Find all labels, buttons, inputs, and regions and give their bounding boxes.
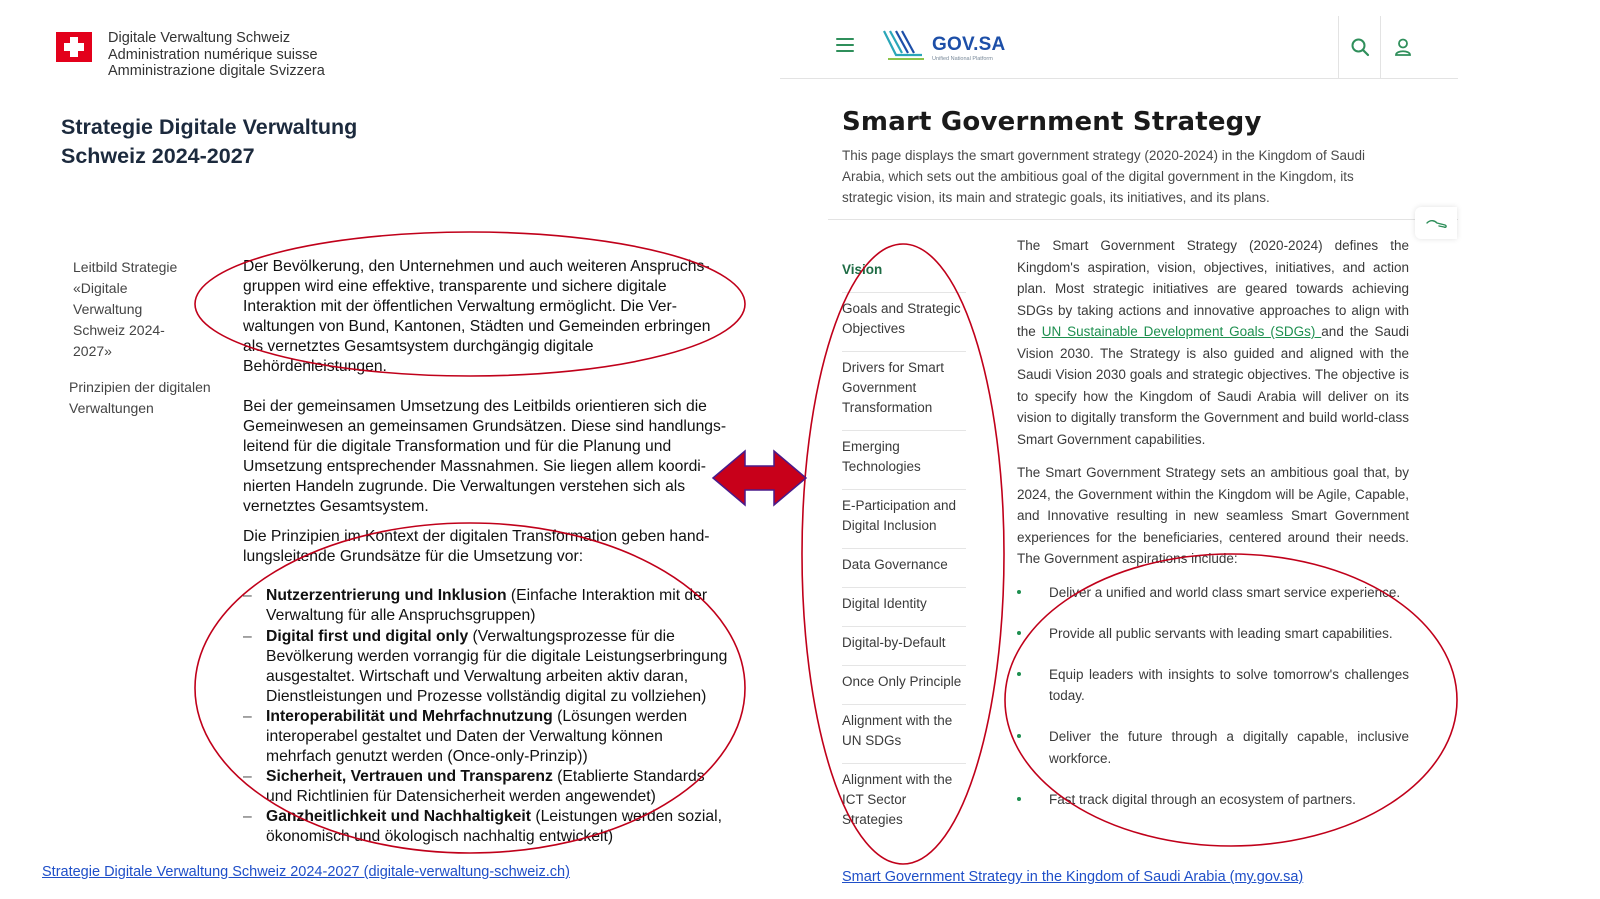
gov-sa-page-title: Smart Government Strategy [842,107,1262,137]
principle-title: Nutzerzentrierung und Inklusion [266,587,507,605]
bullet-dot [1017,672,1021,676]
nav-item-un-sdgs[interactable]: Alignment with the UN SDGs [842,705,966,764]
bullet-dot [1017,734,1021,738]
gov-sa-paragraph-strategy [1017,235,1409,450]
gov-sa-aspirations-list [1017,582,1409,811]
bullet-dot [1017,590,1021,594]
principle-title: Digital first und digital only [266,627,469,645]
dash-bullet: – [243,768,252,786]
bullet-dot [1017,631,1021,635]
gov-sa-lead-text: This page displays the smart government strategy (2020-2024) in the Kingdom of Saudi Arabia, which sets out the ambitious goal of the digital government in the Kingdom, its strategic vision, its main and strategic goals, its initiatives, and its plans. [842,148,1366,206]
principle-title: Sicherheit, Vertrauen und Transparenz [266,768,553,786]
aspiration-text: Deliver the future through a digitally capable, inclusive workforce. [1049,729,1409,766]
nav-item-drivers[interactable]: Drivers for Smart Government Transformation [842,352,966,431]
header-divider [1338,16,1339,78]
list-item [1017,582,1409,604]
swiss-paragraph-prinzipien-intro: Die Prinzipien im Kontext der digitalen Transformation geben hand-lungsleitende Grundsätze für die Umsetzung vor: [243,528,710,566]
saudi-source-link[interactable]: Smart Government Strategy in the Kingdom of Saudi Arabia (my.gov.sa) [842,869,1304,885]
list-item [243,767,728,807]
list-item [1017,789,1409,811]
swiss-source-link[interactable]: Strategie Digitale Verwaltung Schweiz 2024-2027 (digitale-verwaltung-schweiz.ch) [42,864,570,880]
swiss-paragraph-umsetzung: Bei der gemeinsamen Umsetzung des Leitbilds orientieren sich die Gemeinwesen an gemeinsamen Grundsätzen. Diese sind handlungs-leitend für die digitale Transformation und für die Planung und Umsetzung entsprechender Massnahmen. Sie liegen allem koordi-nierten Handeln zugrunde. Die Verwaltungen verstehen sich als vernetztes Gesamtsystem. [243,397,727,516]
swiss-paragraph-leitbild: Der Bevölkerung, den Unternehmen und auch weiteren Anspruchs-gruppen wird eine effektive, transparente und sichere digitale Interaktion mit der öffentlichen Verwaltung ermöglicht. Die Ver-waltungen von Bund, Kantonen, Städten und Gemeinden erbringen als vernetztes Gesamtsystem durchgängig digitale Behördenleistungen. [243,258,711,376]
gov-sa-body-text [1017,235,1409,830]
swiss-org-line-it: Amministrazione digitale Svizzera [108,63,325,79]
swiss-page-title [61,113,401,171]
aspiration-text: Equip leaders with insights to solve tomorrow's challenges today. [1049,666,1409,703]
gov-sa-logo-subtitle: Unified National Platform [932,56,993,62]
swipe-hand-icon [1415,207,1457,239]
aspiration-text: Deliver a unified and world class smart service experience. [1049,584,1401,600]
aspiration-text: Fast track digital through an ecosystem of partners. [1049,791,1356,807]
nav-item-digital-identity[interactable]: Digital Identity [842,588,966,627]
nav-item-vision[interactable]: Vision [842,254,966,293]
dash-bullet: – [243,587,252,605]
list-item [243,807,728,847]
swiss-body-text [243,257,728,848]
nav-item-data-governance[interactable]: Data Governance [842,549,966,588]
swiss-title-line-2: Schweiz 2024-2027 [61,144,255,168]
swiss-principles-list [243,586,728,847]
dash-bullet: – [243,707,252,725]
header-divider [1380,16,1381,78]
principle-title: Ganzheitlichkeit und Nachhaltigkeit [266,808,531,826]
paragraph-text: and the Saudi Vision 2030. The Strategy is also guided and aligned with the Saudi Vision 2030 goals and strategic objectives. The objective is to specify how the Kingdom of Saudi Arabia will deliver on its vision to digitally transform the Government and build world-class Smart Government capabilities. [1017,324,1409,447]
swiss-org-line-de: Digitale Verwaltung Schweiz [108,30,291,46]
gov-sa-paragraph-goal: The Smart Government Strategy sets an ambitious goal that, by 2024, the Government within the Kingdom will be Agile, Capable, and Innovative resulting in new seamless Smart Government experiences for the beneficiaries, centered around their needs. The Government aspirations include: [1017,465,1409,566]
principle-desc: (Leistungen werden sozial, ökonomisch und ökologisch nachhaltig entwickelt) [266,808,722,846]
swiss-title-line-1: Strategie Digitale Verwaltung [61,115,358,139]
un-sdgs-link[interactable]: UN Sustainable Development Goals (SDGs) [1041,324,1322,339]
nav-item-e-participation[interactable]: E-Participation and Digital Inclusion [842,490,966,549]
list-item [243,707,728,767]
nav-item-emerging-tech[interactable]: Emerging Technologies [842,431,966,490]
dash-bullet: – [243,808,252,826]
hamburger-menu-icon[interactable] [836,38,854,54]
principle-desc: (Etablierte Standards und Richtlinien für Datensicherheit werden angewendet) [266,768,705,806]
search-icon[interactable] [1350,37,1370,57]
principle-desc: (Lösungen werden interoperabel gestaltet und Daten der Verwaltung können mehrfach genutzt werden (Once-only-Prinzip)) [266,707,688,766]
nav-item-ict-strategies[interactable]: Alignment with the ICT Sector Strategies [842,772,953,827]
principle-desc: (Einfache Interaktion mit der Verwaltung für alle Anspruchsgruppen) [266,587,708,625]
aspiration-text: Provide all public servants with leading smart capabilities. [1049,625,1393,641]
principle-title: Interoperabilität und Mehrfachnutzung [266,707,553,725]
swiss-org-line-fr: Administration numérique suisse [108,46,318,63]
user-icon[interactable] [1393,37,1413,57]
gov-sa-side-nav [842,254,966,842]
paragraph-text: The Smart Government Strategy (2020-2024) defines the Kingdom's aspiration, vision, objectives, initiatives, and action plan. Most strategic initiatives are geared towards achieving SDGs by taking actions and innovative approaches to align with the [1017,238,1409,339]
nav-item-once-only[interactable]: Once Only Principle [842,666,966,705]
list-item [243,586,728,626]
list-item [1017,664,1409,707]
nav-item-goals[interactable]: Goals and Strategic Objectives [842,293,966,352]
list-item [1017,726,1409,769]
principle-desc: (Verwaltungsprozesse für die Bevölkerung werden vorrangig für die digitale Leistungserbringung ausgestaltet. Wirtschaft und Verwaltung arbeiten aktiv daran, Dienstleistungen und Prozesse vollständig digital zu vollziehen) [266,627,728,705]
floating-swipe-button[interactable] [1415,207,1457,239]
gov-sa-logo-text[interactable]: GOV.SA [932,34,1006,55]
swiss-cross-icon [56,32,92,62]
list-item [243,627,728,707]
dash-bullet: – [243,627,252,645]
gov-sa-logo-icon[interactable] [882,27,926,63]
swiss-side-label-leitbild: Leitbild Strategie «Digitale Verwaltung Schweiz 2024-2027» [73,259,178,359]
swiss-org-name [108,30,325,80]
divider [828,219,1458,220]
bullet-dot [1017,797,1021,801]
swiss-side-label-prinzipien: Prinzipien der digitalen Verwaltungen [69,379,211,416]
list-item [1017,623,1409,645]
nav-item-digital-by-default[interactable]: Digital-by-Default [842,627,966,666]
